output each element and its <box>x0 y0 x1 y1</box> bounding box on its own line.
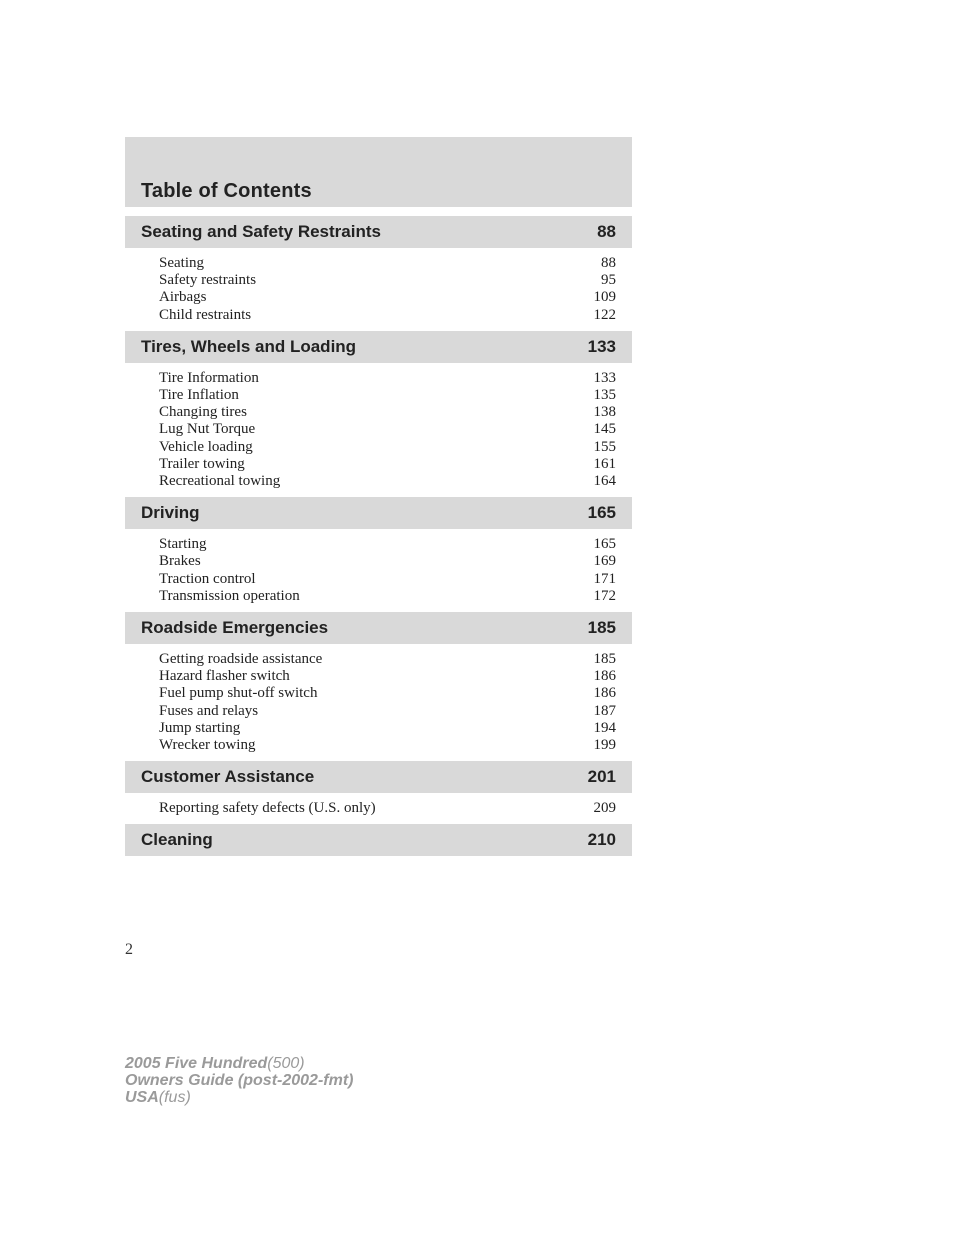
entry-label: Fuel pump shut-off switch <box>159 685 318 702</box>
toc-section <box>125 497 632 609</box>
entry-label: Changing tires <box>159 404 247 421</box>
entry-page: 194 <box>593 719 616 736</box>
footer-guide: Owners Guide (post-2002-fmt) <box>125 1072 354 1089</box>
section-heading[interactable] <box>125 824 632 856</box>
entry-label: Lug Nut Torque <box>159 421 256 438</box>
entry-label: Tire Inflation <box>159 387 239 404</box>
entry-label: Jump starting <box>159 719 241 736</box>
section-page: 165 <box>587 503 616 523</box>
toc-section <box>125 612 632 758</box>
entry-page: 169 <box>593 553 616 570</box>
section-heading[interactable] <box>125 216 632 248</box>
toc-header-band <box>125 137 632 207</box>
toc-entry[interactable] <box>159 737 616 754</box>
toc-entry[interactable] <box>159 307 616 324</box>
footer-line <box>125 1072 353 1089</box>
entry-page: 199 <box>593 737 616 754</box>
entry-page: 164 <box>593 473 616 490</box>
document-footer <box>125 1055 353 1106</box>
toc-entry[interactable] <box>159 685 616 702</box>
section-page: 210 <box>587 830 616 850</box>
section-title: Tires, Wheels and Loading <box>141 336 357 356</box>
toc-entry[interactable] <box>159 668 616 685</box>
section-title: Customer Assistance <box>141 767 315 787</box>
section-title: Cleaning <box>141 830 213 850</box>
entry-label: Wrecker towing <box>159 737 256 754</box>
section-page: 185 <box>587 618 616 638</box>
section-page: 201 <box>587 767 616 787</box>
footer-market-code: (fus) <box>158 1089 191 1106</box>
section-entries <box>125 644 632 758</box>
entry-label: Vehicle loading <box>159 438 253 455</box>
page-number: 2 <box>125 941 133 958</box>
toc-entry[interactable] <box>159 387 616 404</box>
entry-label: Child restraints <box>159 306 252 323</box>
toc-entry[interactable] <box>159 289 616 306</box>
section-entries <box>125 363 632 494</box>
toc-section <box>125 216 632 328</box>
toc-entry[interactable] <box>159 473 616 490</box>
toc-entry[interactable] <box>159 370 616 387</box>
entry-label: Hazard flasher switch <box>159 668 290 685</box>
entry-label: Getting roadside assistance <box>159 651 323 668</box>
entry-page: 187 <box>593 702 616 719</box>
section-heading[interactable] <box>125 761 632 793</box>
entry-page: 135 <box>593 387 616 404</box>
toc-entry[interactable] <box>159 536 616 553</box>
entry-page: 161 <box>593 455 616 472</box>
entry-page: 145 <box>593 421 616 438</box>
section-page: 133 <box>587 336 616 356</box>
toc-entry[interactable] <box>159 588 616 605</box>
entry-label: Transmission operation <box>159 587 300 604</box>
entry-label: Reporting safety defects (U.S. only) <box>159 800 376 817</box>
footer-model: 2005 Five Hundred <box>125 1055 268 1072</box>
section-entries <box>125 529 632 609</box>
entry-label: Trailer towing <box>159 455 245 472</box>
entry-label: Fuses and relays <box>159 702 259 719</box>
toc-entry[interactable] <box>159 421 616 438</box>
entry-label: Recreational towing <box>159 473 281 490</box>
toc-entry[interactable] <box>159 651 616 668</box>
toc-section <box>125 761 632 821</box>
entry-page: 165 <box>593 536 616 553</box>
entry-page: 172 <box>593 587 616 604</box>
entry-page: 138 <box>593 404 616 421</box>
entry-page: 171 <box>593 570 616 587</box>
entry-page: 95 <box>601 272 616 289</box>
toc-entry[interactable] <box>159 255 616 272</box>
footer-market: USA <box>125 1089 159 1106</box>
entry-page: 185 <box>593 651 616 668</box>
entry-page: 186 <box>593 668 616 685</box>
footer-model-code: (500) <box>267 1055 305 1072</box>
section-entries <box>125 793 632 821</box>
section-entries <box>125 248 632 328</box>
section-heading[interactable] <box>125 497 632 529</box>
entry-page: 133 <box>593 369 616 386</box>
entry-page: 186 <box>593 685 616 702</box>
section-heading[interactable] <box>125 331 632 363</box>
section-heading[interactable] <box>125 612 632 644</box>
entry-page: 122 <box>593 306 616 323</box>
toc-entry[interactable] <box>159 404 616 421</box>
toc-entry[interactable] <box>159 439 616 456</box>
entry-label: Traction control <box>159 570 256 587</box>
entry-label: Seating <box>159 255 204 271</box>
entry-label: Starting <box>159 536 207 553</box>
toc-entry[interactable] <box>159 703 616 720</box>
toc-entry[interactable] <box>159 456 616 473</box>
toc-entry[interactable] <box>159 571 616 588</box>
toc-section <box>125 331 632 494</box>
toc-entry[interactable] <box>159 553 616 570</box>
entry-label: Tire Information <box>159 369 259 386</box>
entry-page: 209 <box>593 800 616 817</box>
entry-page: 109 <box>593 289 616 306</box>
footer-line <box>125 1089 353 1106</box>
entry-page: 155 <box>593 438 616 455</box>
section-title: Seating and Safety Restraints <box>141 222 381 241</box>
section-title: Driving <box>141 503 200 523</box>
toc-entry[interactable] <box>159 272 616 289</box>
entry-label: Airbags <box>159 289 207 306</box>
section-page: 88 <box>597 222 616 241</box>
section-title: Roadside Emergencies <box>141 618 329 638</box>
toc-entry[interactable] <box>159 800 616 817</box>
toc-entry[interactable] <box>159 720 616 737</box>
toc-section <box>125 824 632 856</box>
page-title: Table of Contents <box>141 180 312 202</box>
entry-label: Safety restraints <box>159 272 257 289</box>
entry-page: 88 <box>601 255 616 271</box>
table-of-contents <box>125 216 632 856</box>
footer-line <box>125 1055 353 1072</box>
entry-label: Brakes <box>159 553 201 570</box>
